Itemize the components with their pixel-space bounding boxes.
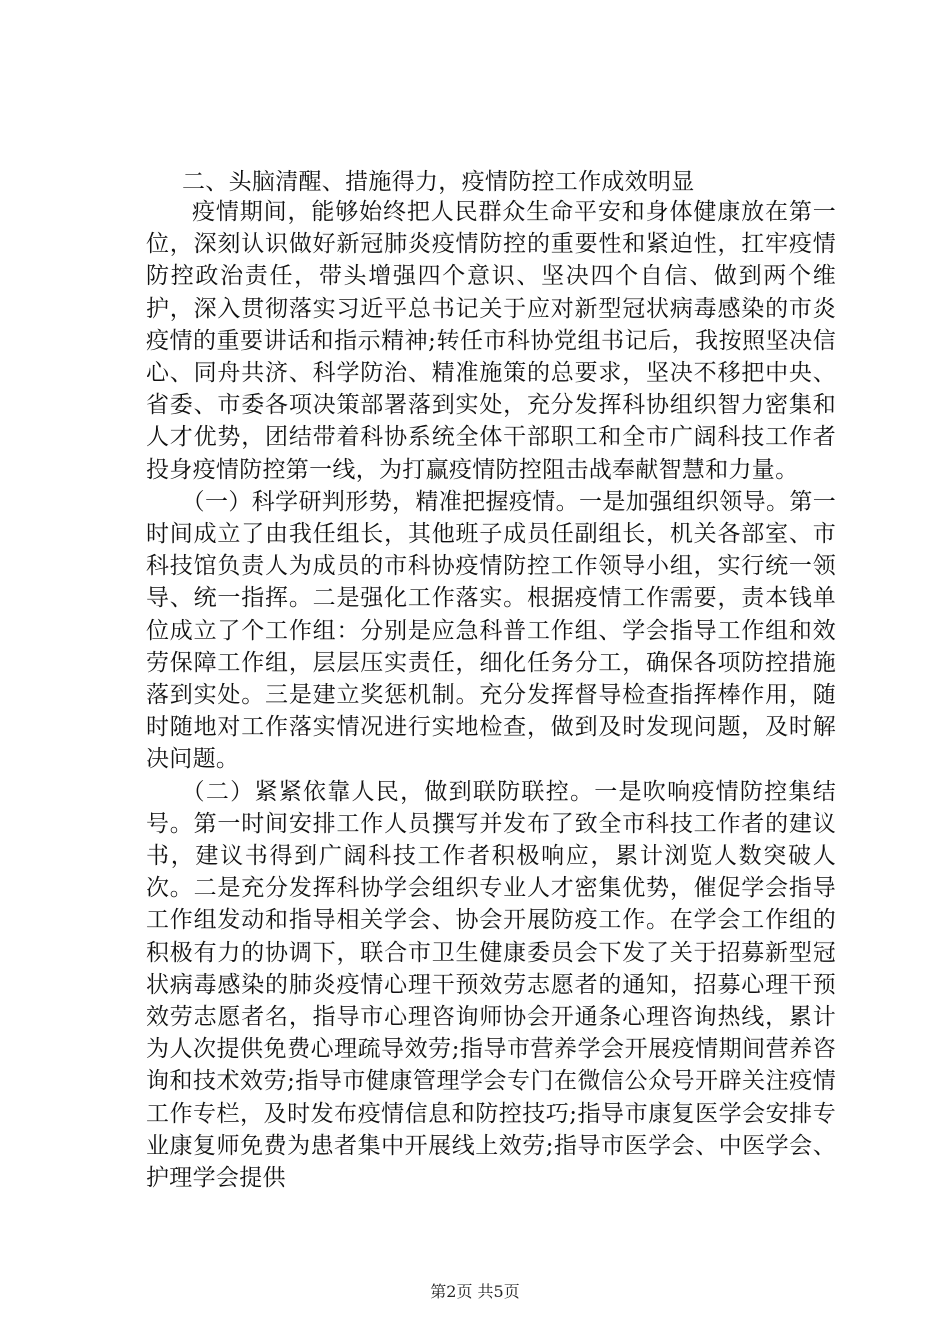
body-paragraph: （一）科学研判形势，精准把握疫情。一是加强组织领导。第一时间成立了由我任组长，其他班子成员任副组长，机关各部室、市科技馆负责人为成员的市科协疫情防控工作领导小组，实行统一领导、统一指挥。二是强化工作落实。根据疫情工作需要，责本钱单位成立了个工作组：分别是应急科普工作组、学会指导工作组和效劳保障工作组，层层压实责任，细化任务分工，确保各项防控措施落到实处。三是建立奖惩机制。充分发挥督导检查指挥棒作用，随时随地对工作落实情况进行实地检查，做到及时发现问题，及时解决问题。 (146, 488, 836, 773)
body-paragraph: （二）紧紧依靠人民，做到联防联控。一是吹响疫情防控集结号。第一时间安排工作人员撰写并发布了致全市科技工作者的建议书，建议书得到广阔科技工作者积极响应，累计浏览人数突破人次。二是充分发挥科协学会组织专业人才密集优势，催促学会指导工作组发动和指导相关学会、协会开展防疫工作。在学会工作组的积极有力的协调下，联合市卫生健康委员会下发了关于招募新型冠状病毒感染的肺炎疫情心理干预效劳志愿者的通知，招募心理干预效劳志愿者名，指导市心理咨询师协会开通条心理咨询热线，累计为人次提供免费心理疏导效劳;指导市营养学会开展疫情期间营养咨询和技术效劳;指导市健康管理学会专门在微信公众号开辟关注疫情工作专栏，及时发布疫情信息和防控技巧;指导市康复医学会安排专业康复师免费为患者集中开展线上效劳;指导市医学会、中医学会、护理学会提供 (146, 778, 836, 1192)
body-paragraph: 疫情期间，能够始终把人民群众生命平安和身体健康放在第一位，深刻认识做好新冠肺炎疫情防控的重要性和紧迫性，扛牢疫情防控政治责任，带头增强四个意识、坚决四个自信、做到两个维护，深入贯彻落实习近平总书记关于应对新型冠状病毒感染的市炎疫情的重要讲话和指示精神;转任市科协党组书记后，我按照坚决信心、同舟共济、科学防治、精准施策的总要求，坚决不移把中央、省委、市委各项决策部署落到实处，充分发挥科协组织智力密集和人才优势，团结带着科协系统全体干部职工和全市广阔科技工作者投身疫情防控第一线，为打赢疫情防控阻击战奉献智慧和力量。 (146, 199, 836, 483)
page-number-footer: 第2页 共5页 (430, 1282, 520, 1301)
document-body (146, 168, 836, 1194)
section-heading: 二、头脑清醒、措施得力，疫情防控工作成效明显 (182, 169, 695, 195)
